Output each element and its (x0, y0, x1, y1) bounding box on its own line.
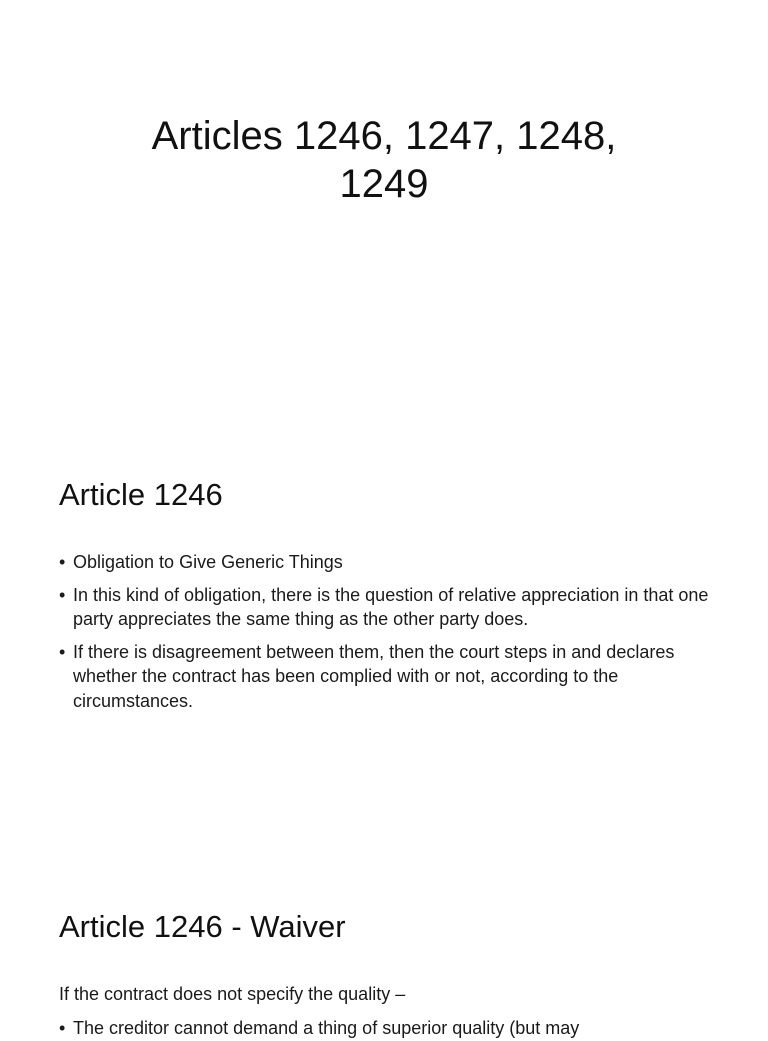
intro-text: If the contract does not specify the quality – (59, 984, 406, 1004)
bullet-text: If there is disagreement between them, then the court steps in and declares whether the contract has been complied with or not, according to the circumstances. (73, 641, 675, 711)
presentation-title (60, 112, 708, 208)
slide-heading: Article 1246 - Waiver (59, 909, 346, 944)
slide-article-1246-waiver (0, 864, 768, 1038)
title-line-2: 1249 (339, 162, 429, 206)
bullet-icon: • (59, 1018, 66, 1038)
bullet-item (59, 583, 728, 632)
bullet-icon: • (59, 641, 66, 662)
title-line-1: Articles 1246, 1247, 1248, (151, 114, 617, 158)
slide-title (0, 0, 768, 432)
bullet-item (59, 640, 728, 714)
bullet-list (59, 550, 728, 721)
slide-heading: Article 1246 (59, 477, 223, 512)
slide-article-1246 (0, 432, 768, 864)
bullet-text: The creditor cannot demand a thing of superior quality (but may (73, 1018, 580, 1038)
bullet-item (59, 1016, 728, 1041)
bullet-text: Obligation to Give Generic Things (73, 552, 343, 572)
bullet-list (59, 1016, 728, 1041)
bullet-text: In this kind of obligation, there is the question of relative appreciation in that one party appreciates the same thing as the other party does. (73, 584, 709, 629)
bullet-icon: • (59, 584, 66, 605)
bullet-item (59, 550, 728, 575)
bullet-icon: • (59, 552, 66, 572)
